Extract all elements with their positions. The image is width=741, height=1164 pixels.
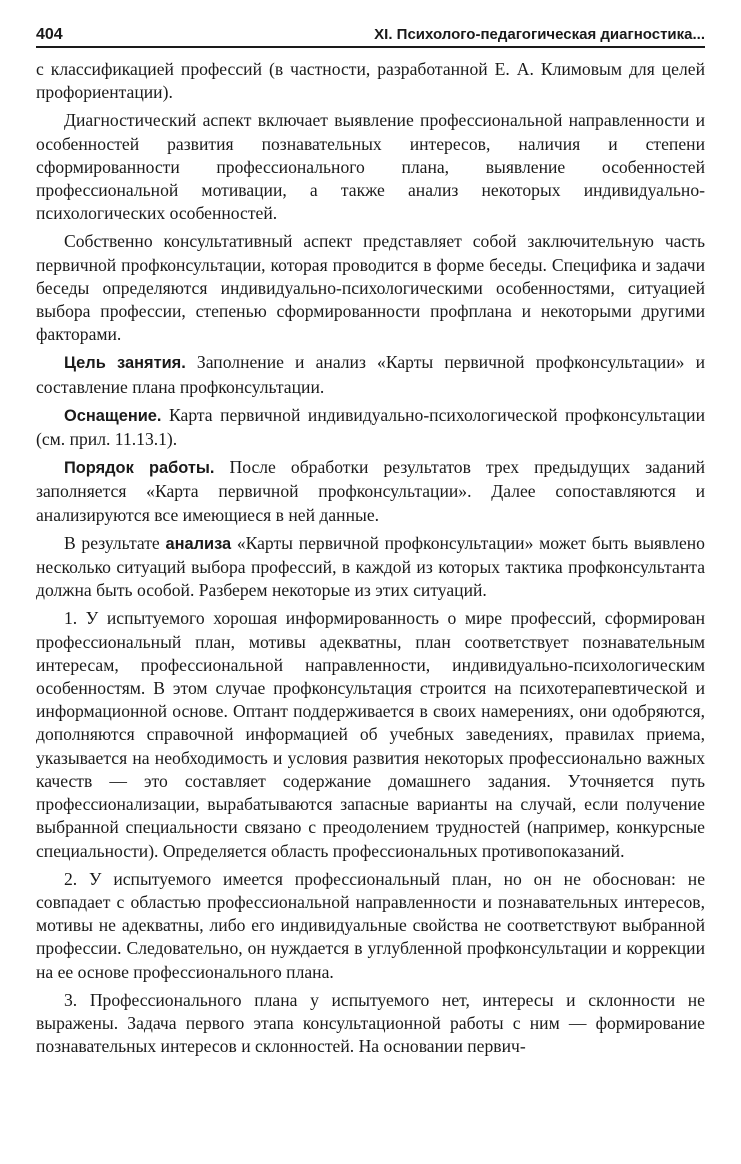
running-title: XI. Психолого-педагогическая диагностика... [374,26,705,43]
paragraph-goal [36,351,705,398]
paragraph-situation-3 [36,989,705,1059]
paragraph-text: Заполнение и анализ «Карты первичной профконсультации» и составление плана профконсультации. [36,352,705,397]
paragraph-diagnostic-aspect [36,109,705,225]
page-body [36,58,705,1058]
paragraph-text: После обработки результатов трех предыдущих заданий заполняется «Карта первичной профконсультации». Далее сопоставляются и анализируются все имеющиеся в ней данные. [36,457,705,525]
paragraph-text: В результате [64,532,166,553]
paragraph-procedure [36,456,705,527]
paragraph-text: «Карты первичной профконсультации» может быть выявлено несколько ситуаций выбора профессий, в каждой из которых тактика профконсультанта должна быть особой. Разберем некоторые из этих ситуаций. [36,532,705,601]
paragraph-continuation [36,58,705,104]
paragraph-lead: Оснащение. [64,406,162,425]
paragraph-situation-1 [36,607,705,862]
paragraph-lead: анализа [165,534,232,553]
paragraph-analysis [36,532,705,603]
paragraph-text: 1. У испытуемого хорошая информированность о мире профессий, сформирован профессиональный план, мотивы адекватны, план соответствует познавательным интересам, профессиональной направленности, индивидуально-психологическим особенностям. В этом случае профконсультация строится на психотерапевтической и информационной основе. Оптант поддерживается в своих намерениях, они одобряются, дополняются справочной информацией об учебных заведениях, правилах приема, указывается на необходимость и условия развития некоторых профессионально важных качеств — это составляет содержание домашнего задания. Уточняется путь профессионализации, вырабатываются запасные варианты на случай, если получение выбранной специальности связано с преодолением трудностей (например, конкурсные специальности). Определяется область профессиональных противопоказаний. [36,608,705,861]
paragraph-consultative-aspect [36,230,705,346]
paragraph-equipment [36,404,705,451]
paragraph-situation-2 [36,868,705,984]
paragraph-text: 2. У испытуемого имеется профессиональный план, но он не обоснован: не совпадает с областью профессиональной направленности и познавательных интересов, мотивы не адекватны, либо его индивидуальные свойства не соответствуют выбранной профессии. Следовательно, он нуждается в углубленной профконсультации и коррекции на ее основе профессионального плана. [36,868,705,982]
paragraph-lead: Цель занятия. [64,354,186,373]
paragraph-text: с классификацией профессий (в частности, разработанной Е. А. Климовым для целей профориентации). [36,59,705,103]
paragraph-text: Карта первичной индивидуально-психологической профконсультации (см. прил. 11.13.1). [36,404,705,450]
paragraph-lead: Порядок работы. [64,459,215,478]
page-number: 404 [36,26,63,43]
paragraph-text: 3. Профессионального плана у испытуемого нет, интересы и склонности не выражены. Задача первого этапа консультационной работы с ним — формирование познавательных интересов и склонностей. На основании первич- [36,989,705,1057]
paragraph-text: Собственно консультативный аспект представляет собой заключительную часть первичной профконсультации, которая проводится в форме беседы. Специфика и задачи беседы определяются индивидуально-психологическими особенностями, ситуацией выбора профессии, степенью сформированности профплана и некоторыми другими факторами. [36,231,705,345]
running-header [36,26,705,48]
paragraph-text: Диагностический аспект включает выявление профессиональной направленности и особенностей развития познавательных интересов, наличия и степени сформированности профессионального плана, выявление особенностей профессиональной мотивации, а также анализ некоторых индивидуально-психологических особенностей. [36,110,705,224]
